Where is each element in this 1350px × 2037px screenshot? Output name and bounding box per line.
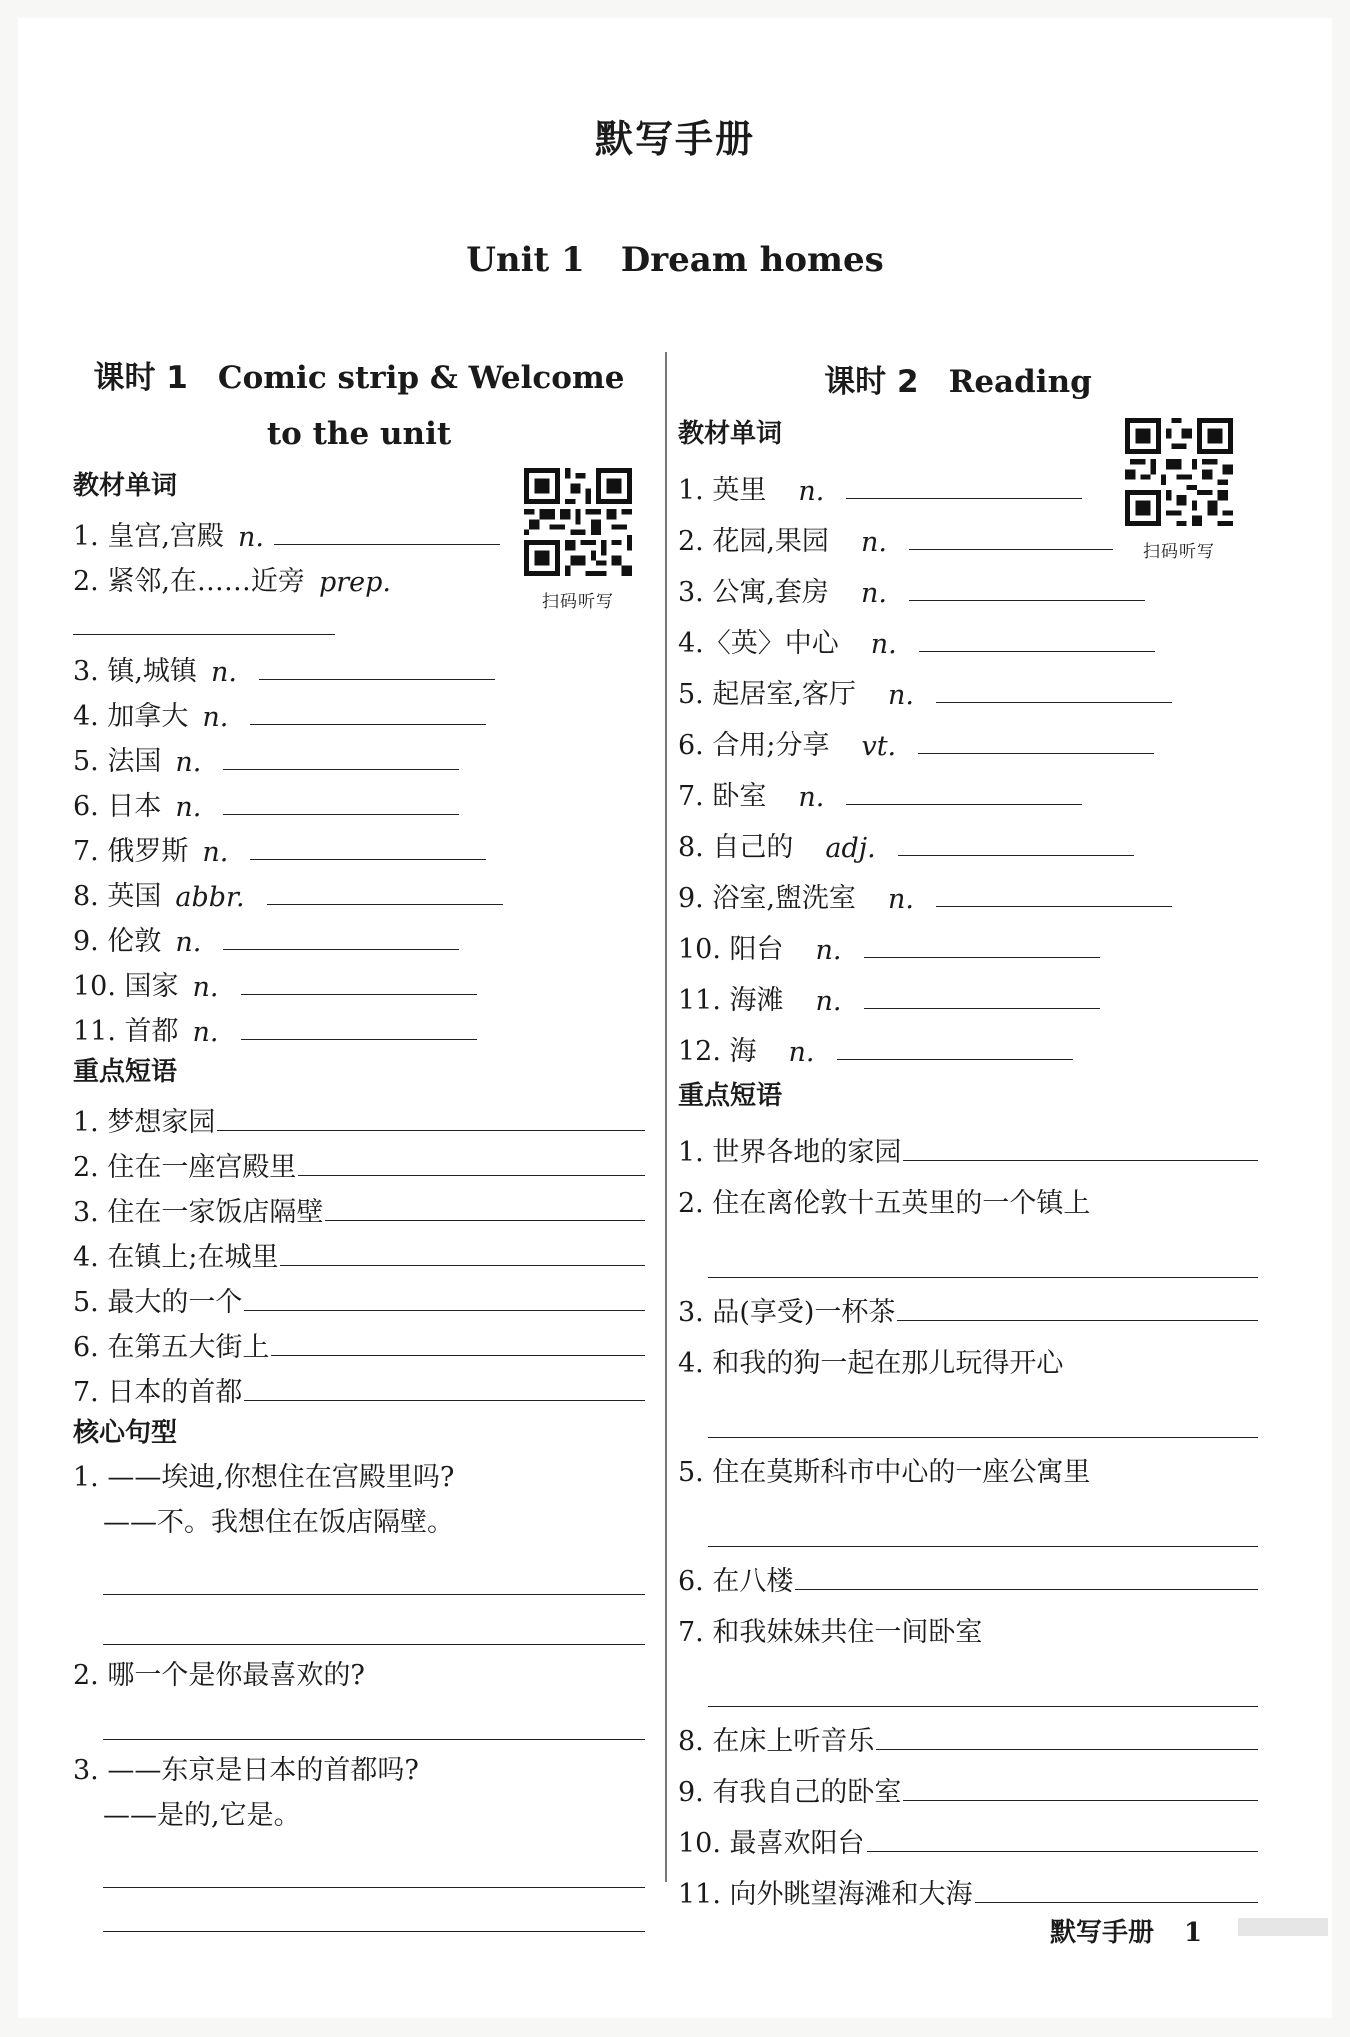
answer-line[interactable]: [223, 814, 459, 815]
lesson-2-column: [678, 350, 1258, 1911]
answer-line[interactable]: [325, 1220, 645, 1221]
answer-line[interactable]: [241, 1039, 477, 1040]
answer-line[interactable]: [846, 498, 1082, 499]
answer-line[interactable]: [897, 1320, 1258, 1321]
phrase-item: 6. 在八楼: [678, 1547, 1258, 1598]
word-item: 9. 浴室,盥洗室 n.: [678, 864, 1258, 915]
answer-line[interactable]: [103, 1887, 645, 1888]
answer-line[interactable]: [274, 544, 500, 545]
phrase-item: 6. 在第五大街上: [73, 1319, 645, 1364]
lesson-name: Reading: [948, 364, 1092, 400]
answer-line[interactable]: [936, 906, 1172, 907]
answer-line-row: [678, 1649, 1258, 1707]
word-item: 6. 合用;分享 vt.: [678, 711, 1258, 762]
page-footer: [1050, 1912, 1202, 1949]
unit-name: Dream homes: [620, 240, 884, 280]
qr-caption: 扫码听写: [1143, 542, 1215, 562]
answer-line[interactable]: [223, 949, 459, 950]
word-item: 3. 镇,城镇 n.: [73, 643, 645, 688]
section-title-words: 教材单词: [678, 419, 783, 449]
lesson-name-1: Comic strip & Welcome: [217, 360, 625, 396]
word-item: 1. 皇宫,宫殿 n.: [73, 508, 645, 553]
answer-line[interactable]: [864, 1008, 1100, 1009]
page-number: 1: [1184, 1918, 1203, 1948]
word-item: 2. 紧邻,在……近旁 prep.: [73, 566, 391, 598]
answer-line[interactable]: [103, 1931, 645, 1932]
answer-line[interactable]: [864, 957, 1100, 958]
lesson-number: 课时 1: [93, 360, 188, 396]
answer-line[interactable]: [267, 904, 503, 905]
word-item: 5. 起居室,客厅 n.: [678, 660, 1258, 711]
phrase-item: 5. 最大的一个: [73, 1274, 645, 1319]
qr-caption: 扫码听写: [542, 592, 614, 612]
phrase-item: 3. 品(享受)一杯茶: [678, 1278, 1258, 1329]
sentence-question: 2. 哪一个是你最喜欢的?: [73, 1660, 365, 1691]
answer-line[interactable]: [903, 1800, 1258, 1801]
answer-line[interactable]: [103, 1739, 645, 1740]
word-item: 11. 首都 n.: [73, 1003, 645, 1048]
word-item: 10. 国家 n.: [73, 958, 645, 1003]
phrase-item: 4. 和我的狗一起在那儿玩得开心: [678, 1348, 1064, 1379]
footer-label: 默写手册: [1050, 1918, 1155, 1948]
answer-line[interactable]: [708, 1706, 1258, 1707]
answer-line-row: [678, 1220, 1258, 1278]
sentence-answer: ——不。我想住在饭店隔壁。: [103, 1507, 454, 1538]
phrase-item: 7. 日本的首都: [73, 1364, 645, 1409]
answer-line-row: [678, 1489, 1258, 1547]
answer-line[interactable]: [975, 1902, 1258, 1903]
qr-code-left[interactable]: [524, 468, 632, 612]
phrase-item: 5. 住在莫斯科市中心的一座公寓里: [678, 1457, 1091, 1488]
answer-line[interactable]: [223, 769, 459, 770]
phrase-item: 8. 在床上听音乐: [678, 1707, 1258, 1758]
qr-code-icon: [524, 468, 632, 576]
phrase-item: 2. 住在离伦敦十五英里的一个镇上: [678, 1188, 1091, 1219]
answer-line[interactable]: [909, 600, 1145, 601]
answer-line[interactable]: [244, 1400, 645, 1401]
word-item: 10. 阳台 n.: [678, 915, 1258, 966]
answer-line[interactable]: [250, 859, 486, 860]
answer-line[interactable]: [708, 1277, 1258, 1278]
phrase-item: 2. 住在一座宫殿里: [73, 1139, 645, 1184]
answer-line[interactable]: [103, 1594, 645, 1595]
answer-line[interactable]: [909, 549, 1113, 550]
word-item: 12. 海 n.: [678, 1017, 1258, 1068]
phrase-item: 11. 向外眺望海滩和大海: [678, 1860, 1258, 1911]
answer-line-row: [73, 1545, 645, 1595]
word-item: 4. 加拿大 n.: [73, 688, 645, 733]
answer-line[interactable]: [250, 724, 486, 725]
word-item: 4.〈英〉中心 n.: [678, 609, 1258, 660]
answer-line[interactable]: [936, 702, 1172, 703]
word-item: 7. 卧室 n.: [678, 762, 1258, 813]
column-divider: [665, 352, 667, 1882]
section-title-phrases: 重点短语: [678, 1081, 783, 1111]
footer-decoration: [1238, 1918, 1328, 1936]
sentence-question: 3. ——东京是日本的首都吗?: [73, 1755, 419, 1786]
section-title-sentences: 核心句型: [73, 1418, 178, 1448]
word-item: 1. 英里 n.: [678, 456, 1258, 507]
word-item: 9. 伦敦 n.: [73, 913, 645, 958]
sentence-answer: ——是的,它是。: [103, 1800, 301, 1831]
answer-line[interactable]: [919, 651, 1155, 652]
section-title-phrases: 重点短语: [73, 1057, 178, 1087]
answer-line[interactable]: [708, 1546, 1258, 1547]
word-item: 8. 英国 abbr.: [73, 868, 645, 913]
lesson-1-title: [73, 350, 645, 462]
answer-line[interactable]: [867, 1851, 1258, 1852]
word-item: 7. 俄罗斯 n.: [73, 823, 645, 868]
answer-line[interactable]: [898, 855, 1134, 856]
section-title-words: 教材单词: [73, 471, 178, 501]
answer-line[interactable]: [298, 1175, 645, 1176]
unit-label: Unit 1: [466, 240, 585, 280]
page-title: 默写手册: [594, 117, 755, 161]
answer-line[interactable]: [73, 634, 335, 635]
answer-line-row: [73, 1888, 645, 1932]
answer-line[interactable]: [241, 994, 477, 995]
word-item: 2. 花园,果园 n.: [678, 507, 1258, 558]
answer-line[interactable]: [876, 1749, 1258, 1750]
answer-line[interactable]: [846, 804, 1082, 805]
phrase-item: 9. 有我自己的卧室: [678, 1758, 1258, 1809]
word-item: 11. 海滩 n.: [678, 966, 1258, 1017]
phrase-item: 7. 和我妹妹共住一间卧室: [678, 1617, 983, 1648]
word-item: 6. 日本 n.: [73, 778, 645, 823]
unit-title: [0, 240, 1350, 280]
answer-line-row: [73, 1838, 645, 1888]
phrase-item: 4. 在镇上;在城里: [73, 1229, 645, 1274]
word-item: 8. 自己的 adj.: [678, 813, 1258, 864]
word-item: 5. 法国 n.: [73, 733, 645, 778]
lesson-2-title: [678, 354, 1238, 410]
answer-line[interactable]: [259, 679, 495, 680]
answer-line[interactable]: [103, 1644, 645, 1645]
answer-line-row: [678, 1380, 1258, 1438]
sentence-question: 1. ——埃迪,你想住在宫殿里吗?: [73, 1462, 455, 1493]
answer-line[interactable]: [217, 1130, 645, 1131]
answer-line-row: [73, 1595, 645, 1645]
answer-line[interactable]: [837, 1059, 1073, 1060]
answer-line[interactable]: [903, 1160, 1258, 1161]
phrase-item: 1. 梦想家园: [73, 1094, 645, 1139]
answer-line[interactable]: [918, 753, 1154, 754]
answer-line[interactable]: [708, 1437, 1258, 1438]
phrase-item: 1. 世界各地的家园: [678, 1118, 1258, 1169]
phrase-item: 3. 住在一家饭店隔壁: [73, 1184, 645, 1229]
lesson-name-2: to the unit: [266, 416, 452, 452]
word-item: 3. 公寓,套房 n.: [678, 558, 1258, 609]
answer-line[interactable]: [271, 1355, 645, 1356]
answer-line[interactable]: [795, 1589, 1258, 1590]
answer-line[interactable]: [244, 1310, 645, 1311]
lesson-number: 课时 2: [824, 364, 919, 400]
answer-line[interactable]: [280, 1265, 645, 1266]
phrase-item: 10. 最喜欢阳台: [678, 1809, 1258, 1860]
answer-line-row: [73, 1698, 645, 1740]
